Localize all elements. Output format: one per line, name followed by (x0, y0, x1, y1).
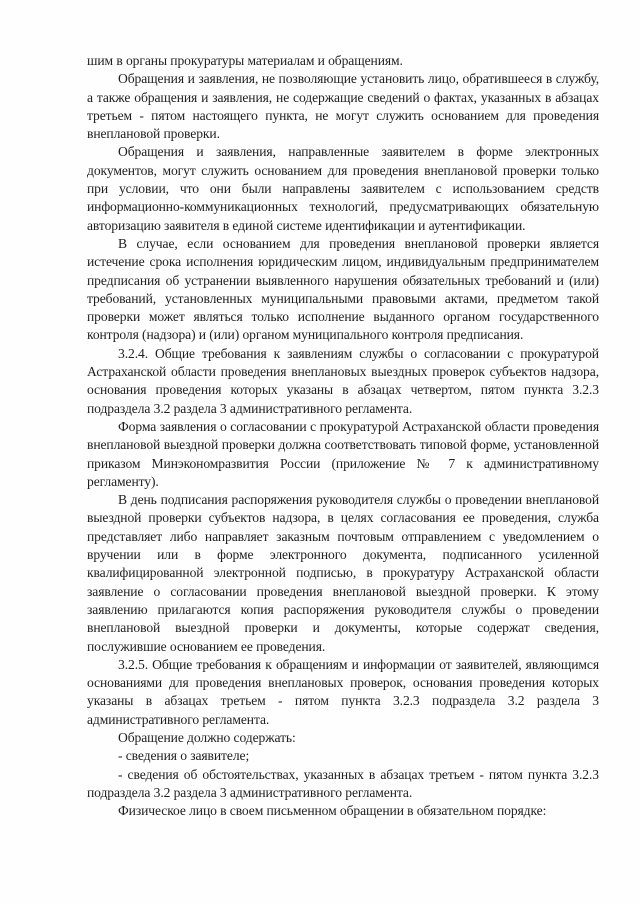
paragraph-individual-obligations: Физическое лицо в своем письменном обращении в обязательном порядке: (118, 803, 547, 819)
paragraph-continuation: шим в органы прокуратуры материалам и обращениям. (87, 53, 403, 68)
paragraph-signing-day: В день подписания распоряжения руководителя службы о проведении внеплановой выездной проверки субъектов надзора, в целях согласования ее проведения, служба представляет либо направляет заказным почтовым отправлением с уведомлением о вручении или в форме электронного документа, подписанного усиленной квалифицированной электронной подписью, в прокуратуру Астраханской области заявление о согласовании проведения внеплановой выездной проверки. К этому заявлению прилагаются копия распоряжения руководителя службы о проведении внеплановой выездной проверки и документы, которые содержат сведения, послужившие основанием ее проведения. (87, 492, 599, 654)
paragraph-section-3-2-5: 3.2.5. Общие требования к обращениям и информации от заявителей, являющимся основаниями для проведения внеплановых проверок, основания проведения которых указаны в абзацах третьем - пятом пункта 3.2.3 подраздела 3.2 раздела 3 административного регламента. (87, 656, 599, 727)
paragraph-application-form: Форма заявления о согласовании с прокуратурой Астраханской области проведения внеплановой выездной проверки должна соответствовать типовой форме, установленной приказом Минэкономразвития России (приложение № 7 к административному регламенту). (87, 418, 599, 489)
list-item-applicant-info: - сведения о заявителе; (118, 748, 250, 764)
paragraph-section-3-2-4: 3.2.4. Общие требования к заявлениям службы о согласовании с прокуратурой Астраханской области проведения внеплановых выездных проверок субъектов надзора, основания проведения которых указаны в абзацах четвертом, пятом пункта 3.2.3 подраздела 3.2 раздела 3 административного регламента. (87, 345, 599, 416)
paragraph-anonymous-appeals: Обращения и заявления, не позволяющие установить лицо, обратившееся в службу, а также обращения и заявления, не содержащие сведений о фактах, указанных в абзацах третьем - пятом настоящего пункта, не могут служить основанием для проведения внеплановой проверки. (87, 71, 599, 142)
paragraph-appeal-contents: Обращение должно содержать: (118, 729, 296, 745)
paragraph-electronic-appeals: Обращения и заявления, направленные заявителем в форме электронных документов, могут служить основанием для проведения внеплановой проверки только при условии, что они были направлены заявителем с использованием средств информационно-коммуникационных технологий, предусматривающих обязательную авторизацию заявителя в единой системе идентификации и аутентификации. (87, 144, 599, 233)
paragraph-prescription-expiry: В случае, если основанием для проведения внеплановой проверки является истечение срока исполнения юридическим лицом, индивидуальным предпринимателем предписания об устранении выявленного нарушения обязательных требований и (или) требований, установленных муниципальными правовыми актами, предметом такой проверки может являться только исполнение выданного органом государственного контроля (надзора) и (или) органом муниципального контроля предписания. (87, 235, 599, 343)
list-item-circumstances: - сведения об обстоятельствах, указанных в абзацах третьем - пятом пункта 3.2.3 подраздела 3.2 раздела 3 административного регламента. (87, 766, 599, 800)
